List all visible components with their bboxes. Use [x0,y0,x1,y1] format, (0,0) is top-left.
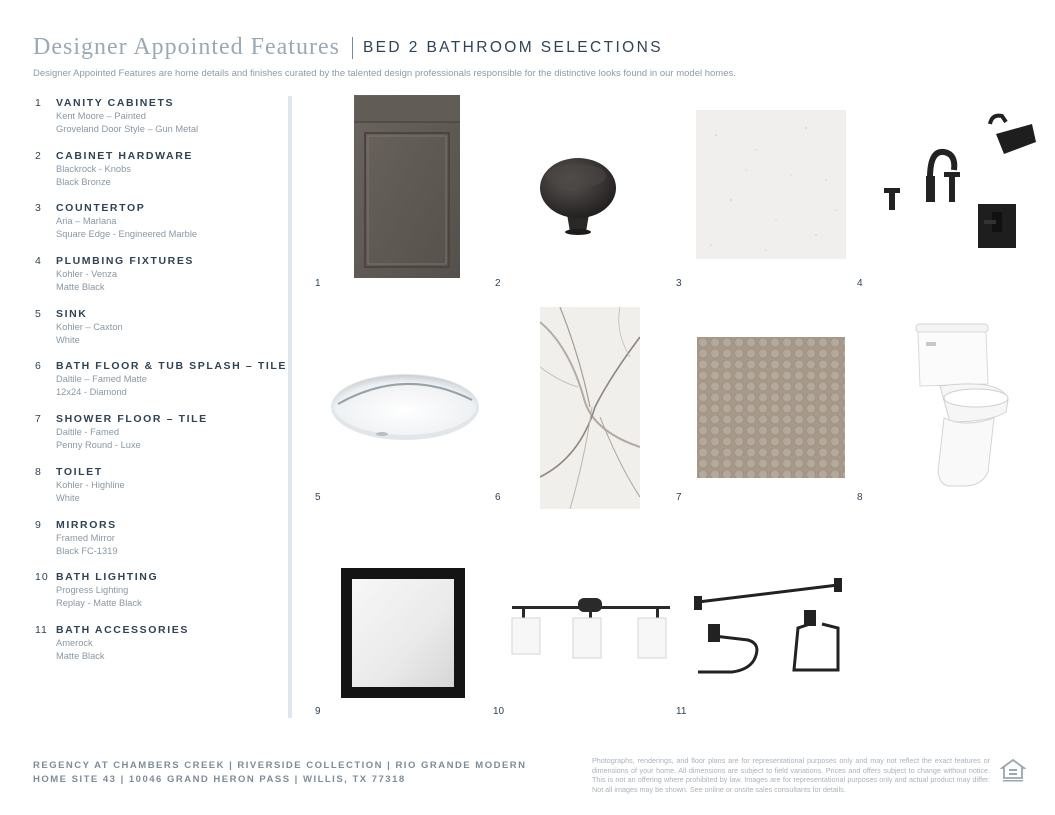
list-item [35,413,285,466]
item-label: PLUMBING FIXTURES [56,255,195,268]
item-number: 1 [35,97,42,109]
item-detail: Square Edge - Engineered Marble [56,229,198,240]
item-number: 10 [35,571,49,584]
item-number: 9 [35,518,42,531]
page-subtitle: BED 2 BATHROOM SELECTIONS [362,38,663,56]
list-item [35,308,285,361]
floor-tile-image [540,307,640,509]
plumbing-fixtures-image [880,112,1036,252]
list-item [35,360,285,413]
list-item [35,624,285,677]
list-item [35,519,285,572]
image-caption: 10 [493,706,505,717]
item-label: BATH ACCESSORIES [56,623,189,636]
item-label: BATH LIGHTING [56,571,159,584]
community-line: REGENCY AT CHAMBERS CREEK | RIVERSIDE COLLECTION | RIO GRANDE MODERN [33,760,527,771]
item-detail: Framed Mirror [56,532,115,543]
image-caption: 5 [315,492,321,503]
item-number: 4 [35,255,42,268]
address-line: HOME SITE 43 | 10046 GRAND HERON PASS | WILLIS, TX 77318 [33,774,406,785]
community-info [33,759,527,787]
list-item [35,466,285,519]
item-detail: 12x24 - Diamond [56,387,127,398]
image-caption: 11 [676,706,687,717]
image-caption: 9 [315,706,321,717]
list-item [35,97,285,150]
item-detail: Daltile – Famed Matte [56,374,147,385]
image-caption: 2 [495,278,501,289]
title-divider [352,37,353,59]
item-number: 5 [35,307,42,320]
item-number: 6 [35,360,42,373]
item-detail: Groveland Door Style – Gun Metal [56,124,199,134]
vanity-cabinet-image [354,95,460,278]
image-caption: 1 [315,278,321,289]
list-item [35,202,285,255]
item-detail: Black FC-1319 [56,545,118,556]
sink-image [330,372,480,442]
item-label: BATH FLOOR & TUB SPLASH – TILE [56,360,287,373]
bath-light-image [510,596,672,662]
intro-text: Designer Appointed Features are home details and finishes curated by the talented design professionals responsible for the distinctive looks found in our model homes. [33,68,736,79]
column-divider [288,96,292,718]
item-detail: Blackrock - Knobs [56,163,131,174]
page-header [33,34,1033,79]
item-number: 7 [35,413,42,426]
item-label: VANITY CABINETS [56,97,175,109]
item-label: COUNTERTOP [56,202,146,215]
item-label: CABINET HARDWARE [56,149,194,162]
item-detail: Kohler - Highline [56,479,125,490]
item-label: SHOWER FLOOR – TILE [56,413,208,426]
item-detail: Matte Black [56,282,105,293]
item-number: 3 [35,202,42,215]
shower-floor-tile-image [697,337,845,478]
countertop-image [696,110,846,259]
item-detail: Daltile - Famed [56,427,120,438]
image-caption: 7 [676,492,682,503]
image-caption: 4 [857,278,863,289]
item-detail: White [56,334,80,345]
image-caption: 8 [857,492,863,503]
cabinet-knob-image [538,152,620,236]
equal-housing-icon [1000,758,1026,784]
item-detail: Penny Round - Luxe [56,440,141,451]
title-row [33,34,1033,61]
item-number: 8 [35,465,42,478]
item-detail: Progress Lighting [56,585,129,596]
selection-list [35,97,285,677]
disclaimer: Photographs, renderings, and floor plans are for representational purposes only and may not reflect the exact features or dimensions of your home. All dimensions are subject to field variations. Prices and offers subject to change without notice. This is not an offering where prohibited by law. Images are for representational purposes only and actual product may differ. Not all images may be shown. See online or onsite sales consultants for details. [592,756,990,794]
image-caption: 3 [676,278,682,289]
page-title: Designer Appointed Features [33,34,340,60]
item-detail: Aria – Marlana [56,216,117,227]
item-label: MIRRORS [56,518,117,531]
list-item [35,571,285,624]
bath-accessories-image [692,576,846,680]
item-detail: Kohler – Caxton [56,321,123,332]
item-detail: Kent Moore – Painted [56,111,146,121]
item-label: TOILET [56,465,103,478]
item-detail: Amerock [56,637,93,648]
toilet-image [910,322,1012,490]
item-number: 11 [35,623,48,636]
image-caption: 6 [495,492,501,503]
item-detail: Replay - Matte Black [56,598,142,609]
item-label: SINK [56,307,88,320]
item-detail: White [56,492,80,503]
mirror-image [341,568,465,698]
item-detail: Kohler - Venza [56,269,117,280]
list-item [35,255,285,308]
item-detail: Black Bronze [56,176,111,187]
item-number: 2 [35,149,42,162]
item-detail: Matte Black [56,650,105,661]
list-item [35,150,285,203]
